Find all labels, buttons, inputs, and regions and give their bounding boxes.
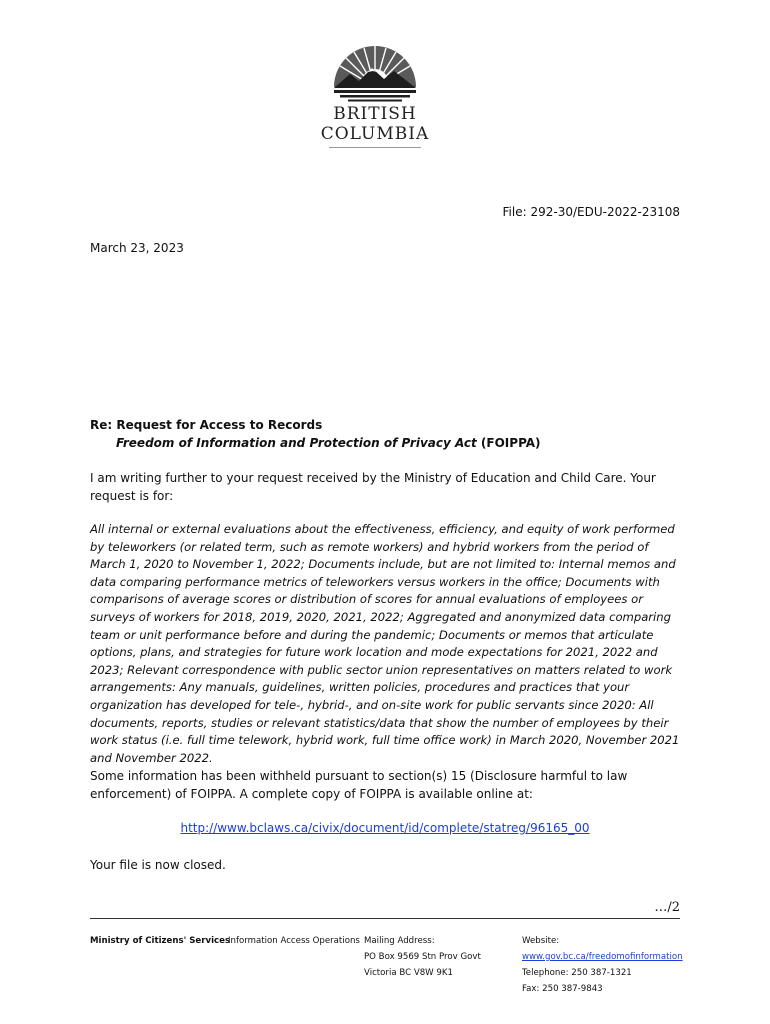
footer-office: Information Access Operations xyxy=(228,936,360,946)
logo-underline xyxy=(329,147,421,148)
mailing-line: Victoria BC V8W 9K1 xyxy=(364,968,453,978)
footer-contact xyxy=(522,933,683,997)
logo-wordmark: BRITISH xyxy=(333,104,417,124)
foippa-link[interactable]: http://www.bclaws.ca/civix/document/id/complete/statreg/96165_00 xyxy=(180,821,590,835)
page-continuation-marker: …/2 xyxy=(654,900,680,915)
closing-paragraph: Your file is now closed. xyxy=(90,858,226,872)
footer-divider xyxy=(90,918,680,919)
bc-logo xyxy=(310,44,440,148)
website-label: Website: xyxy=(522,936,560,946)
intro-paragraph: I am writing further to your request received by the Ministry of Education and Child Care. Your request is for: xyxy=(90,471,656,503)
act-abbreviation: (FOIPPA) xyxy=(476,436,541,450)
foippa-link-line xyxy=(90,821,680,835)
fax: Fax: 250 387-9843 xyxy=(522,984,603,994)
subject-line: Re: Request for Access to Records xyxy=(90,418,323,432)
mailing-label: Mailing Address: xyxy=(364,936,435,946)
act-reference xyxy=(90,434,690,452)
website-link[interactable]: www.gov.bc.ca/freedomofinformation xyxy=(522,952,683,962)
file-number: File: 292-30/EDU-2022-23108 xyxy=(502,205,680,219)
logo-wordmark: COLUMBIA xyxy=(320,124,430,144)
footer-ministry: Ministry of Citizens' Services xyxy=(90,936,231,946)
sun-mountains-emblem-icon xyxy=(332,44,418,102)
request-paragraph: All internal or external evaluations about the effectiveness, efficiency, and equity of work performed by teleworkers (or related term, such as remote workers) and hybrid workers from the period of March 1, 2020 to November 1, 2022; Documents include, but are not limited to: Internal memos and data comparing performance metrics of teleworkers versus workers in the office; Documents with comparisons of average scores or distribution of scores for annual evaluations of employees or surveys of workers for 2018, 2019, 2020, 2021, 2022; Aggregated and anonymized data comparing team or unit performance before and during the pandemic; Documents or memos that articulate options, plans, and strategies for future work location and mode expectations for 2021, 2022 and 2023; Relevant correspondence with public sector union representatives on matters related to work arrangements: Any manuals, guidelines, written policies, procedures and practices that your organization has developed for tele-, hybrid-, and on-site work for public servants since 2020: All documents, reports, studies or relevant statistics/data that show the number of employees by their work status (i.e. full time telework, hybrid work, full time office work) in March 2020, November 2021 and November 2022. xyxy=(90,522,680,765)
mailing-line: PO Box 9569 Stn Prov Govt xyxy=(364,952,481,962)
telephone: Telephone: 250 387-1321 xyxy=(522,968,632,978)
act-title: Freedom of Information and Protection of Privacy Act xyxy=(116,436,477,450)
letter-date: March 23, 2023 xyxy=(90,241,184,255)
withheld-paragraph: Some information has been withheld pursuant to section(s) 15 (Disclosure harmful to law enforcement) of FOIPPA. A complete copy of FOIPPA is available online at: xyxy=(90,769,628,801)
subject-block xyxy=(90,416,690,452)
footer-mailing-address xyxy=(364,933,481,981)
